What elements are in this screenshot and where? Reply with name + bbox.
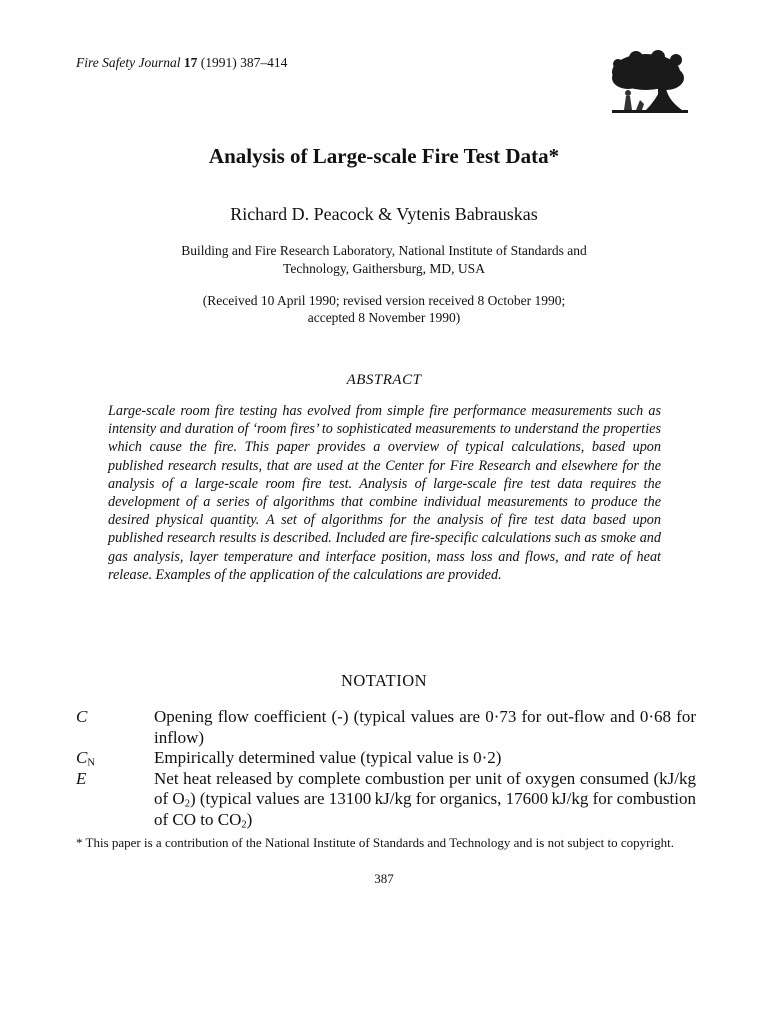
- footnote-marker: *: [76, 835, 83, 850]
- journal-name: Fire Safety Journal: [76, 55, 181, 70]
- notation-item: [76, 769, 696, 831]
- affiliation: [100, 242, 668, 278]
- footnote: [76, 834, 696, 851]
- notation-symbol: C: [76, 707, 88, 726]
- affiliation-line: Building and Fire Research Laboratory, National Institute of Standards and: [181, 243, 587, 258]
- notation-description: Opening flow coefficient (-) (typical values are 0·73 for out-flow and 0·68 for inflow): [154, 707, 696, 747]
- footnote-text: This paper is a contribution of the National Institute of Standards and Technology and is not subject to copyright.: [85, 835, 674, 850]
- elsevier-tree-logo-icon: [606, 48, 692, 116]
- notation-heading: NOTATION: [340, 671, 428, 690]
- notation-description: Empirically determined value (typical value is 0·2): [154, 748, 502, 767]
- paper-title: Analysis of Large-scale Fire Test Data*: [208, 144, 560, 168]
- notation-item: [76, 748, 696, 769]
- journal-citation: [76, 55, 287, 71]
- notation-list: [76, 707, 696, 830]
- received-line: accepted 8 November 1990): [307, 310, 461, 325]
- notation-symbol: E: [76, 768, 87, 788]
- abstract-heading: ABSTRACT: [346, 372, 422, 388]
- notation-description: Net heat released by complete combustion per unit of oxygen consumed (kJ/kg of $O_2$) (typical values are 13100 kJ/kg for organics, 17600 kJ/kg for combustion of CO to $CO_2$): [154, 768, 696, 831]
- received-dates: [100, 292, 668, 326]
- received-line: (Received 10 April 1990; revised version received 8 October 1990;: [202, 293, 566, 308]
- abstract-text: Large-scale room fire testing has evolved from simple fire performance measurements such as intensity and duration of ‘room fires’ to sophisticated measurements to understand the properties which cause the fire. This paper provides a overview of typical calculations, based upon published research results, that are used at the Center for Fire Research and elsewhere for the analysis of a large-scale room fire test. Analysis of large-scale fire test data requires the development of a series of algorithms that combine individual measurements to produce the desired physical quantity. A set of algorithms for the analysis of fire test data based upon published research results is described. Included are fire-specific calculations such as smoke and gas analysis, layer temperature and interface position, mass loss and flows, and rate of heat release. Examples of the application of the calculations are provided.: [108, 403, 661, 583]
- page-number: 387: [374, 871, 394, 886]
- journal-volume: 17: [183, 55, 198, 70]
- notation-symbol: $C_N$: [76, 748, 95, 769]
- authors: Richard D. Peacock & Vytenis Babrauskas: [230, 204, 538, 224]
- notation-item: [76, 707, 696, 748]
- affiliation-line: Technology, Gaithersburg, MD, USA: [283, 261, 485, 276]
- journal-year-pages: (1991) 387–414: [200, 55, 288, 70]
